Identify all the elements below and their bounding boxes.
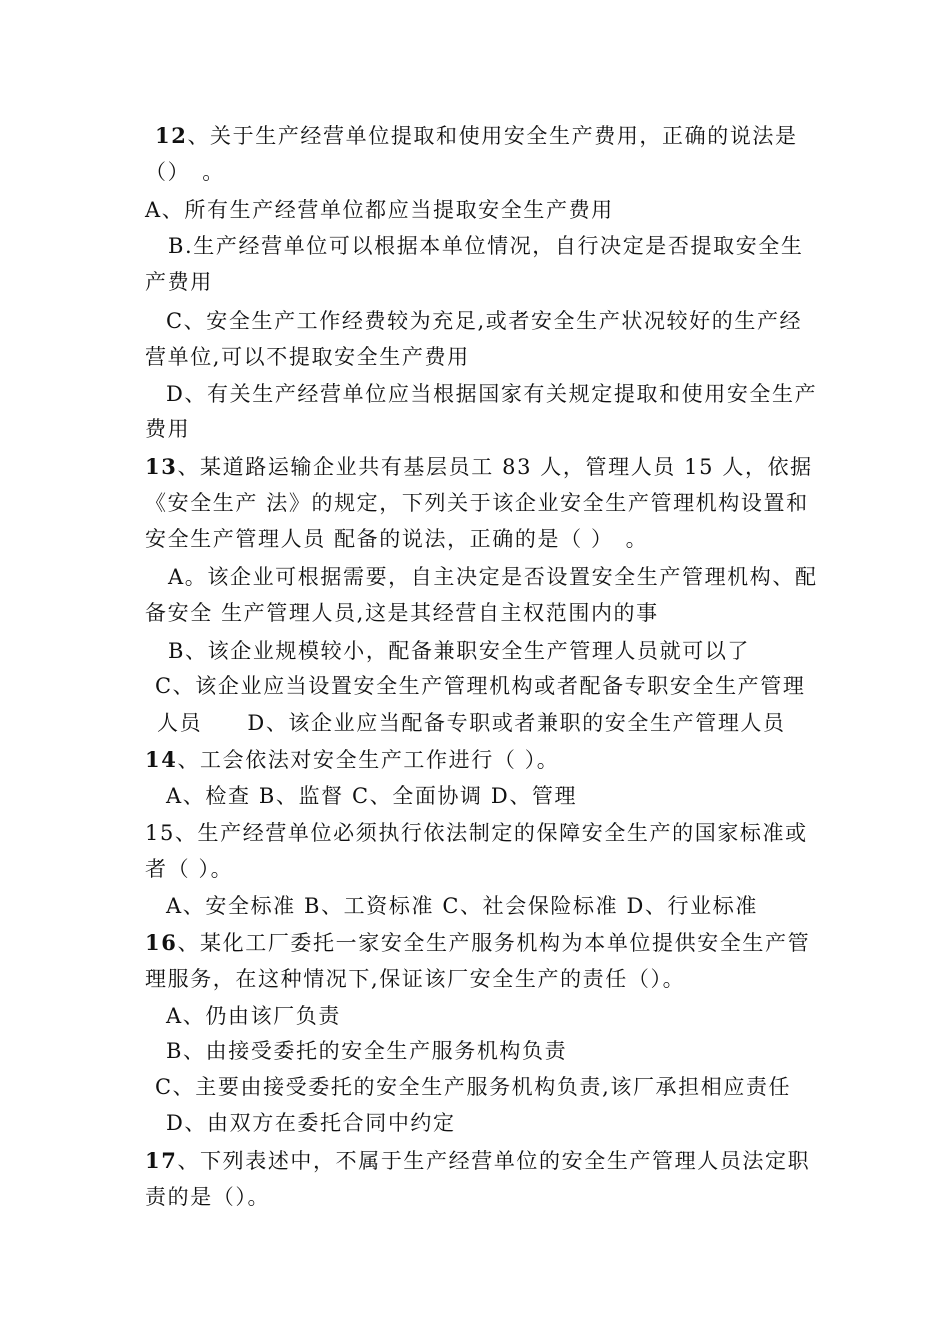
question-13-option-b: B、该企业规模较小，配备兼职安全生产管理人员就可以了: [168, 639, 751, 663]
question-12-option-b: B.生产经营单位可以根据本单位情况，自行决定是否提取安全生: [168, 234, 804, 258]
question-14-stem: [145, 745, 559, 775]
question-15-stem-line-1: 15、生产经营单位必须执行依法制定的保障安全生产的国家标准或: [145, 821, 808, 845]
question-17-stem-line-2: 责的是（）。: [145, 1185, 271, 1209]
question-13-stem-line-1: [145, 452, 813, 482]
question-12-option-d: D、有关生产经营单位应当根据国家有关规定提取和使用安全生产: [166, 382, 818, 406]
question-13-option-c-cont-and-d: 人员 D、该企业应当配备专职或者兼职的安全生产管理人员: [157, 711, 786, 735]
question-number: 14: [145, 747, 178, 772]
question-15-stem-line-2: 者（ ）。: [145, 857, 234, 881]
question-text: 、下列表述中，不属于生产经营单位的安全生产管理人员法定职: [177, 1149, 811, 1173]
question-17-stem-line-1: [145, 1146, 810, 1176]
question-13-option-c: C、该企业应当设置安全生产管理机构或者配备专职安全生产管理: [155, 674, 806, 698]
question-16-option-a: A、仍由该厂负责: [166, 1004, 341, 1028]
question-number: 12: [155, 123, 188, 148]
question-12-option-d-cont: 费用: [145, 417, 191, 441]
question-16-option-b: B、由接受委托的安全生产服务机构负责: [166, 1039, 568, 1063]
question-text: 、某化工厂委托一家安全生产服务机构为本单位提供安全生产管: [177, 931, 811, 955]
question-12-option-b-cont: 产费用: [145, 270, 213, 294]
question-13-stem-line-3: 安全生产管理人员 配备的说法，正确的是（ ） 。: [145, 527, 649, 551]
question-12-option-c-cont: 营单位,可以不提取安全生产费用: [145, 345, 470, 369]
question-number: 17: [145, 1148, 178, 1173]
question-13-option-a-cont: 备安全 生产管理人员,这是其经营自主权范围内的事: [145, 601, 659, 625]
question-12-stem-line-2: （） 。: [145, 160, 225, 184]
question-text: 、某道路运输企业共有基层员工 83 人，管理人员 15 人，依据: [177, 455, 813, 479]
question-15-options: A、安全标准 B、工资标准 C、社会保险标准 D、行业标准: [166, 894, 758, 918]
question-text: 、工会依法对安全生产工作进行（ ）。: [177, 748, 560, 772]
question-number: 13: [145, 454, 178, 479]
question-16-option-d: D、由双方在委托合同中约定: [166, 1111, 456, 1135]
question-16-stem-line-2: 理服务，在这种情况下,保证该厂安全生产的责任（）。: [145, 967, 686, 991]
question-16-option-c: C、主要由接受委托的安全生产服务机构负责,该厂承担相应责任: [155, 1075, 792, 1099]
question-number: 16: [145, 930, 178, 955]
question-13-stem-line-2: 《安全生产 法》的规定，下列关于该企业安全生产管理机构设置和: [145, 491, 809, 515]
question-12-option-a: A、所有生产经营单位都应当提取安全生产费用: [145, 198, 614, 222]
question-text: 、关于生产经营单位提取和使用安全生产费用，正确的说法是: [187, 124, 798, 148]
question-12-option-c: C、安全生产工作经费较为充足,或者安全生产状况较好的生产经: [166, 309, 803, 333]
question-14-options: A、检查 B、监督 C、全面协调 D、管理: [166, 784, 578, 808]
question-12-stem-line-1: [155, 121, 798, 151]
question-13-option-a: A。该企业可根据需要，自主决定是否设置安全生产管理机构、配: [168, 565, 818, 589]
question-16-stem-line-1: [145, 928, 810, 958]
